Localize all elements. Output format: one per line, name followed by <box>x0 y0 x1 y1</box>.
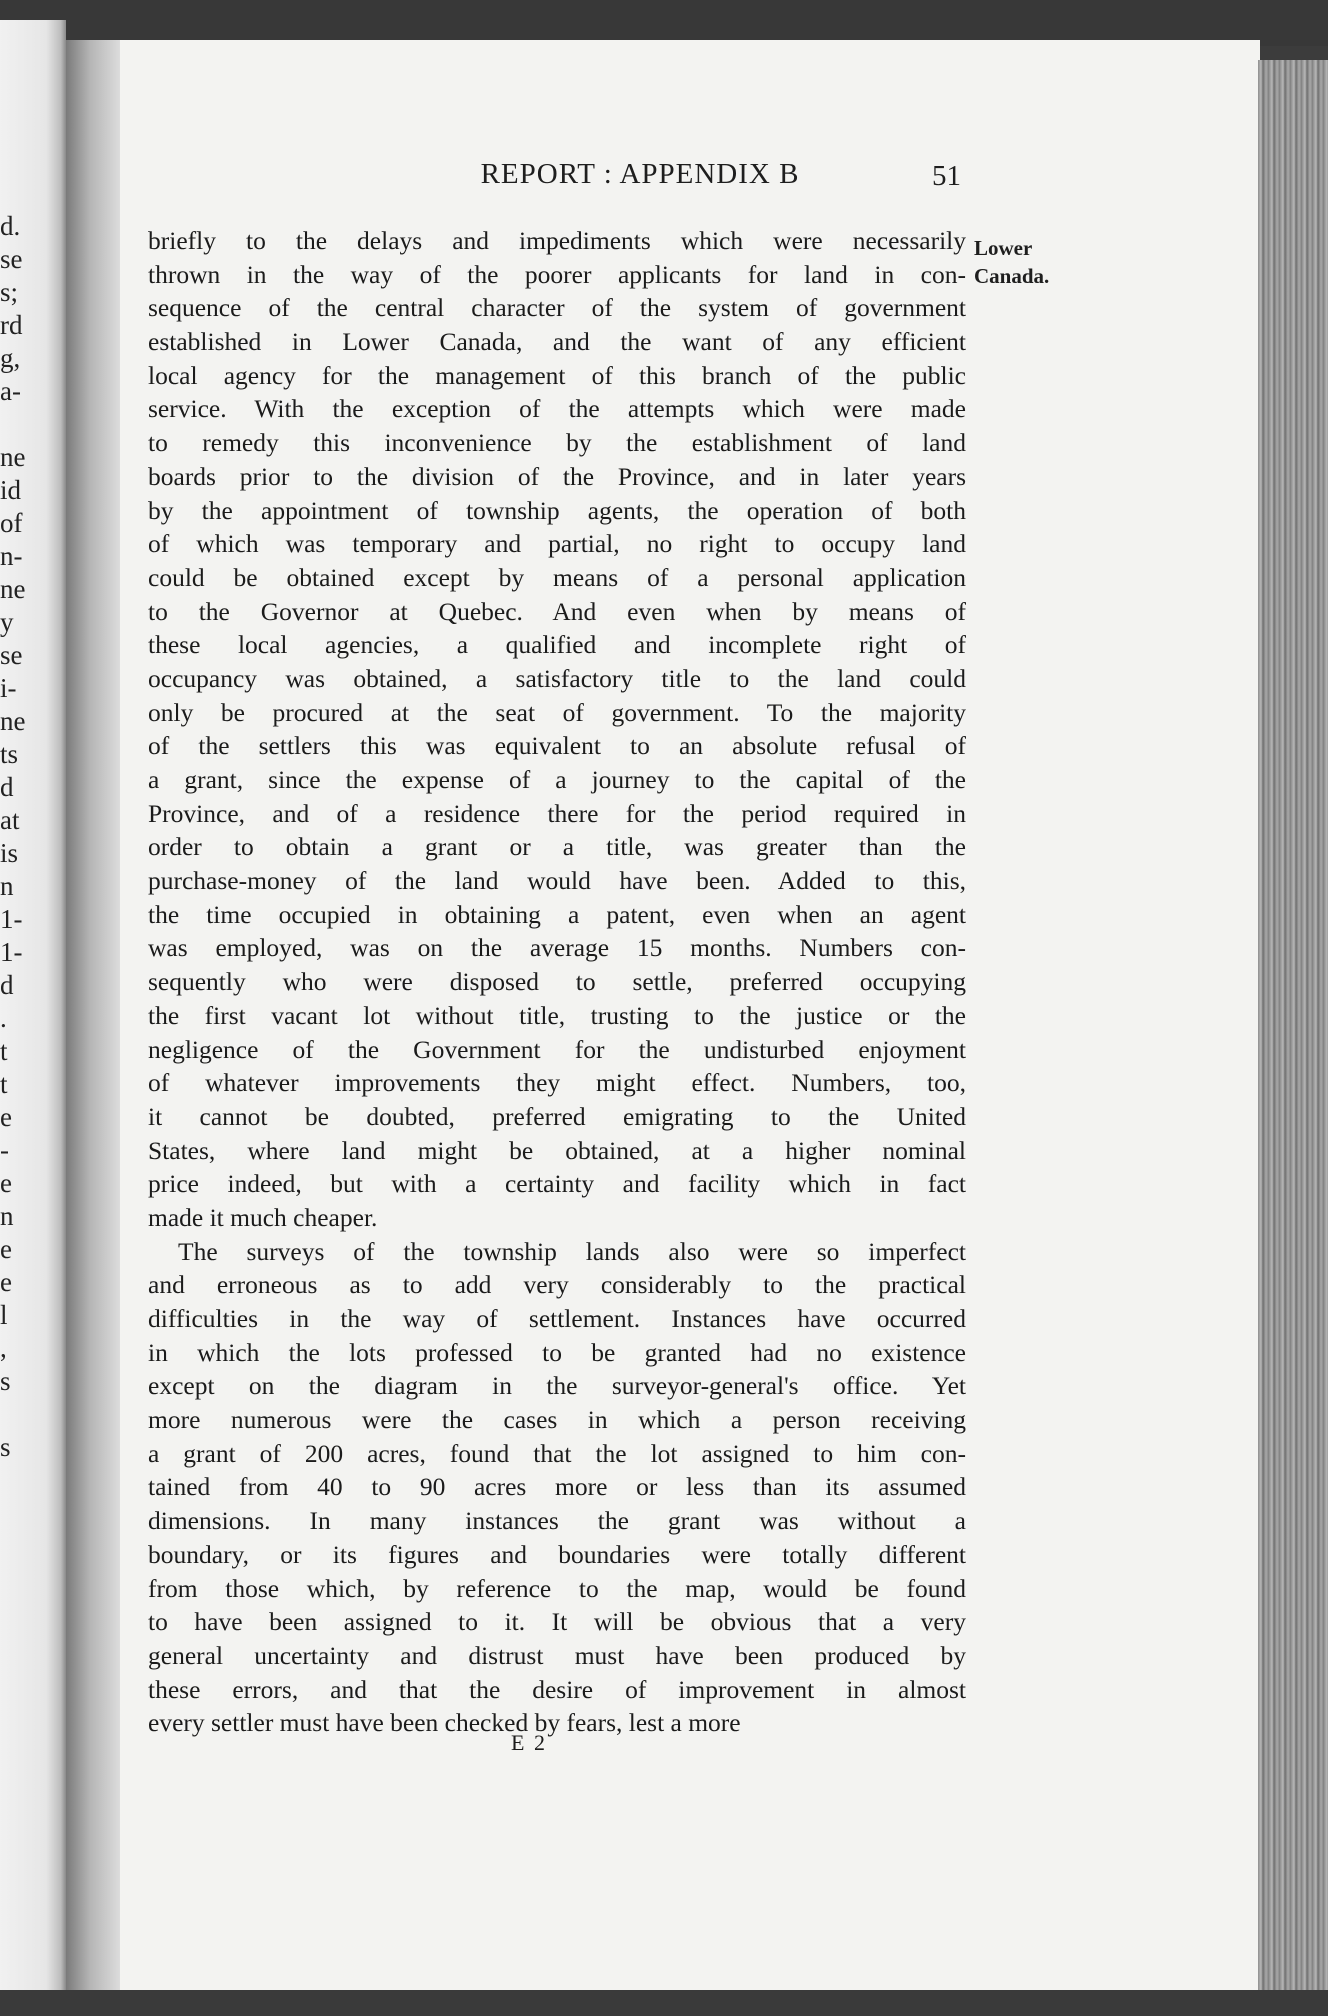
text-line: every settler must have been checked by fears, lest a more <box>148 1708 741 1738</box>
facing-page-fragment: e <box>0 1102 12 1132</box>
facing-page-fragment: - <box>0 1135 9 1165</box>
facing-page-fragment: ne <box>0 574 26 604</box>
facing-page-fragment: 1- <box>0 937 23 967</box>
facing-page-fragment: se <box>0 640 23 670</box>
facing-page-fragment: g, <box>0 343 21 373</box>
text-line: of whatever improvements they might effect. Numbers, too, <box>148 1068 966 1098</box>
text-line: sequently who were disposed to settle, preferred occupying <box>148 967 966 997</box>
text-line: boundary, or its figures and boundaries were totally different <box>148 1539 966 1569</box>
text-line: States, where land might be obtained, at a higher nominal <box>148 1135 966 1165</box>
text-line: by the appointment of township agents, the operation of both <box>148 495 966 525</box>
text-line: general uncertainty and distrust must have been produced by <box>148 1640 966 1670</box>
facing-page-fragment: e <box>0 1234 12 1264</box>
text-line: sequence of the central character of the system of government <box>148 293 966 323</box>
book-gutter <box>66 40 126 1995</box>
facing-page-fragment: of <box>0 508 23 538</box>
facing-page-fragment <box>0 1398 60 1431</box>
facing-page-fragment: se <box>0 244 23 274</box>
signature-mark: E 2 <box>511 1730 547 1755</box>
facing-page-fragment: ts <box>0 739 19 769</box>
facing-page-fragment: n- <box>0 541 23 571</box>
text-line: could be obtained except by means of a personal application <box>148 562 966 592</box>
text-line: and erroneous as to add very considerably to the practical <box>148 1270 966 1300</box>
facing-page-fragment: rd <box>0 310 23 340</box>
facing-page-fragment: a- <box>0 376 21 406</box>
text-line: to have been assigned to it. It will be obvious that a very <box>148 1607 966 1637</box>
facing-page-fragment: e <box>0 1168 12 1198</box>
text-line: local agency for the management of this branch of the public <box>148 360 966 390</box>
facing-page-fragment: n <box>0 1201 14 1231</box>
facing-page-fragment: at <box>0 805 20 835</box>
text-line: a grant of 200 acres, found that the lot assigned to him con- <box>148 1438 966 1468</box>
text-line: occupancy was obtained, a satisfactory title to the land could <box>148 663 966 693</box>
marginal-note-line: Lower <box>974 236 1033 260</box>
facing-page-fragment: e <box>0 1267 12 1297</box>
facing-page-fragment: d <box>0 970 14 1000</box>
text-line: of the settlers this was equivalent to an absolute refusal of <box>148 731 966 761</box>
body-text <box>148 224 966 1740</box>
page-number: 51 <box>932 160 961 192</box>
facing-page-text-fragments <box>0 210 60 1464</box>
text-line: purchase-money of the land would have been. Added to this, <box>148 866 966 896</box>
facing-page-fragment: is <box>0 838 19 868</box>
page-block-edge <box>1258 60 1328 1995</box>
facing-page-fragment: l <box>0 1300 8 1330</box>
text-line: only be procured at the seat of government. To the majority <box>148 697 966 727</box>
text-line: price indeed, but with a certainty and facility which in fact <box>148 1169 966 1199</box>
facing-page-fragment: s <box>0 1366 11 1396</box>
text-line: to the Governor at Quebec. And even when by means of <box>148 596 966 626</box>
text-line: except on the diagram in the surveyor-general's office. Yet <box>148 1371 966 1401</box>
facing-page-edge <box>0 20 66 2010</box>
facing-page-fragment: 1- <box>0 904 23 934</box>
text-line: tained from 40 to 90 acres more or less than its assumed <box>148 1472 966 1502</box>
running-head: REPORT : APPENDIX B <box>480 158 800 190</box>
text-line: order to obtain a grant or a title, was greater than the <box>148 832 966 862</box>
text-line: difficulties in the way of settlement. Instances have occurred <box>148 1304 966 1333</box>
text-line: negligence of the Government for the undisturbed enjoyment <box>148 1034 966 1064</box>
facing-page-fragment <box>0 408 60 441</box>
text-line: dimensions. In many instances the grant was without a <box>148 1506 966 1536</box>
facing-page-fragment: ne <box>0 442 26 472</box>
text-line: it cannot be doubted, preferred emigrating to the United <box>148 1101 966 1131</box>
text-line: a grant, since the expense of a journey to the capital of the <box>148 765 966 794</box>
facing-page-fragment: ne <box>0 706 26 736</box>
facing-page-fragment: s; <box>0 277 19 307</box>
text-line: established in Lower Canada, and the want of any efficient <box>148 327 966 357</box>
scanner-background-bottom <box>0 1990 1328 2016</box>
text-line: thrown in the way of the poorer applicants for land in con- <box>148 259 966 289</box>
facing-page-fragment: i- <box>0 673 17 703</box>
marginal-note-line: Canada. <box>974 264 1050 288</box>
text-line: boards prior to the division of the Province, and in later years <box>148 461 966 491</box>
text-line: of which was temporary and partial, no right to occupy land <box>148 529 966 559</box>
facing-page-fragment: , <box>0 1333 7 1363</box>
text-line: from those which, by reference to the map, would be found <box>148 1573 966 1603</box>
page-header <box>120 158 1260 198</box>
text-line: these errors, and that the desire of improvement in almost <box>148 1674 966 1704</box>
text-line: Province, and of a residence there for the period required in <box>148 798 966 828</box>
text-line: these local agencies, a qualified and incomplete right of <box>148 630 966 660</box>
marginal-note <box>974 234 1049 290</box>
facing-page-fragment: d. <box>0 211 21 241</box>
text-line: service. With the exception of the attempts which were made <box>148 394 966 424</box>
text-line: the time occupied in obtaining a patent, even when an agent <box>148 899 966 929</box>
text-line: briefly to the delays and impediments which were necessarily <box>148 226 966 255</box>
text-line: was employed, was on the average 15 months. Numbers con- <box>148 933 966 963</box>
text-line: in which the lots professed to be granted had no existence <box>148 1337 966 1367</box>
text-line: more numerous were the cases in which a person receiving <box>148 1405 966 1435</box>
facing-page-fragment: id <box>0 475 22 505</box>
facing-page-fragment: t <box>0 1036 8 1066</box>
facing-page-fragment: n <box>0 871 14 901</box>
text-line: the first vacant lot without title, trusting to the justice or the <box>148 1000 966 1030</box>
text-line: The surveys of the township lands also were so imperfect <box>178 1236 966 1266</box>
facing-page-fragment: . <box>0 1003 7 1033</box>
facing-page-fragment: s <box>0 1432 11 1462</box>
facing-page-fragment: d <box>0 772 14 802</box>
facing-page-fragment: y <box>0 607 14 637</box>
facing-page-fragment: t <box>0 1069 8 1099</box>
text-line: made it much cheaper. <box>148 1202 378 1232</box>
text-line: to remedy this inconvenience by the establishment of land <box>148 428 966 458</box>
